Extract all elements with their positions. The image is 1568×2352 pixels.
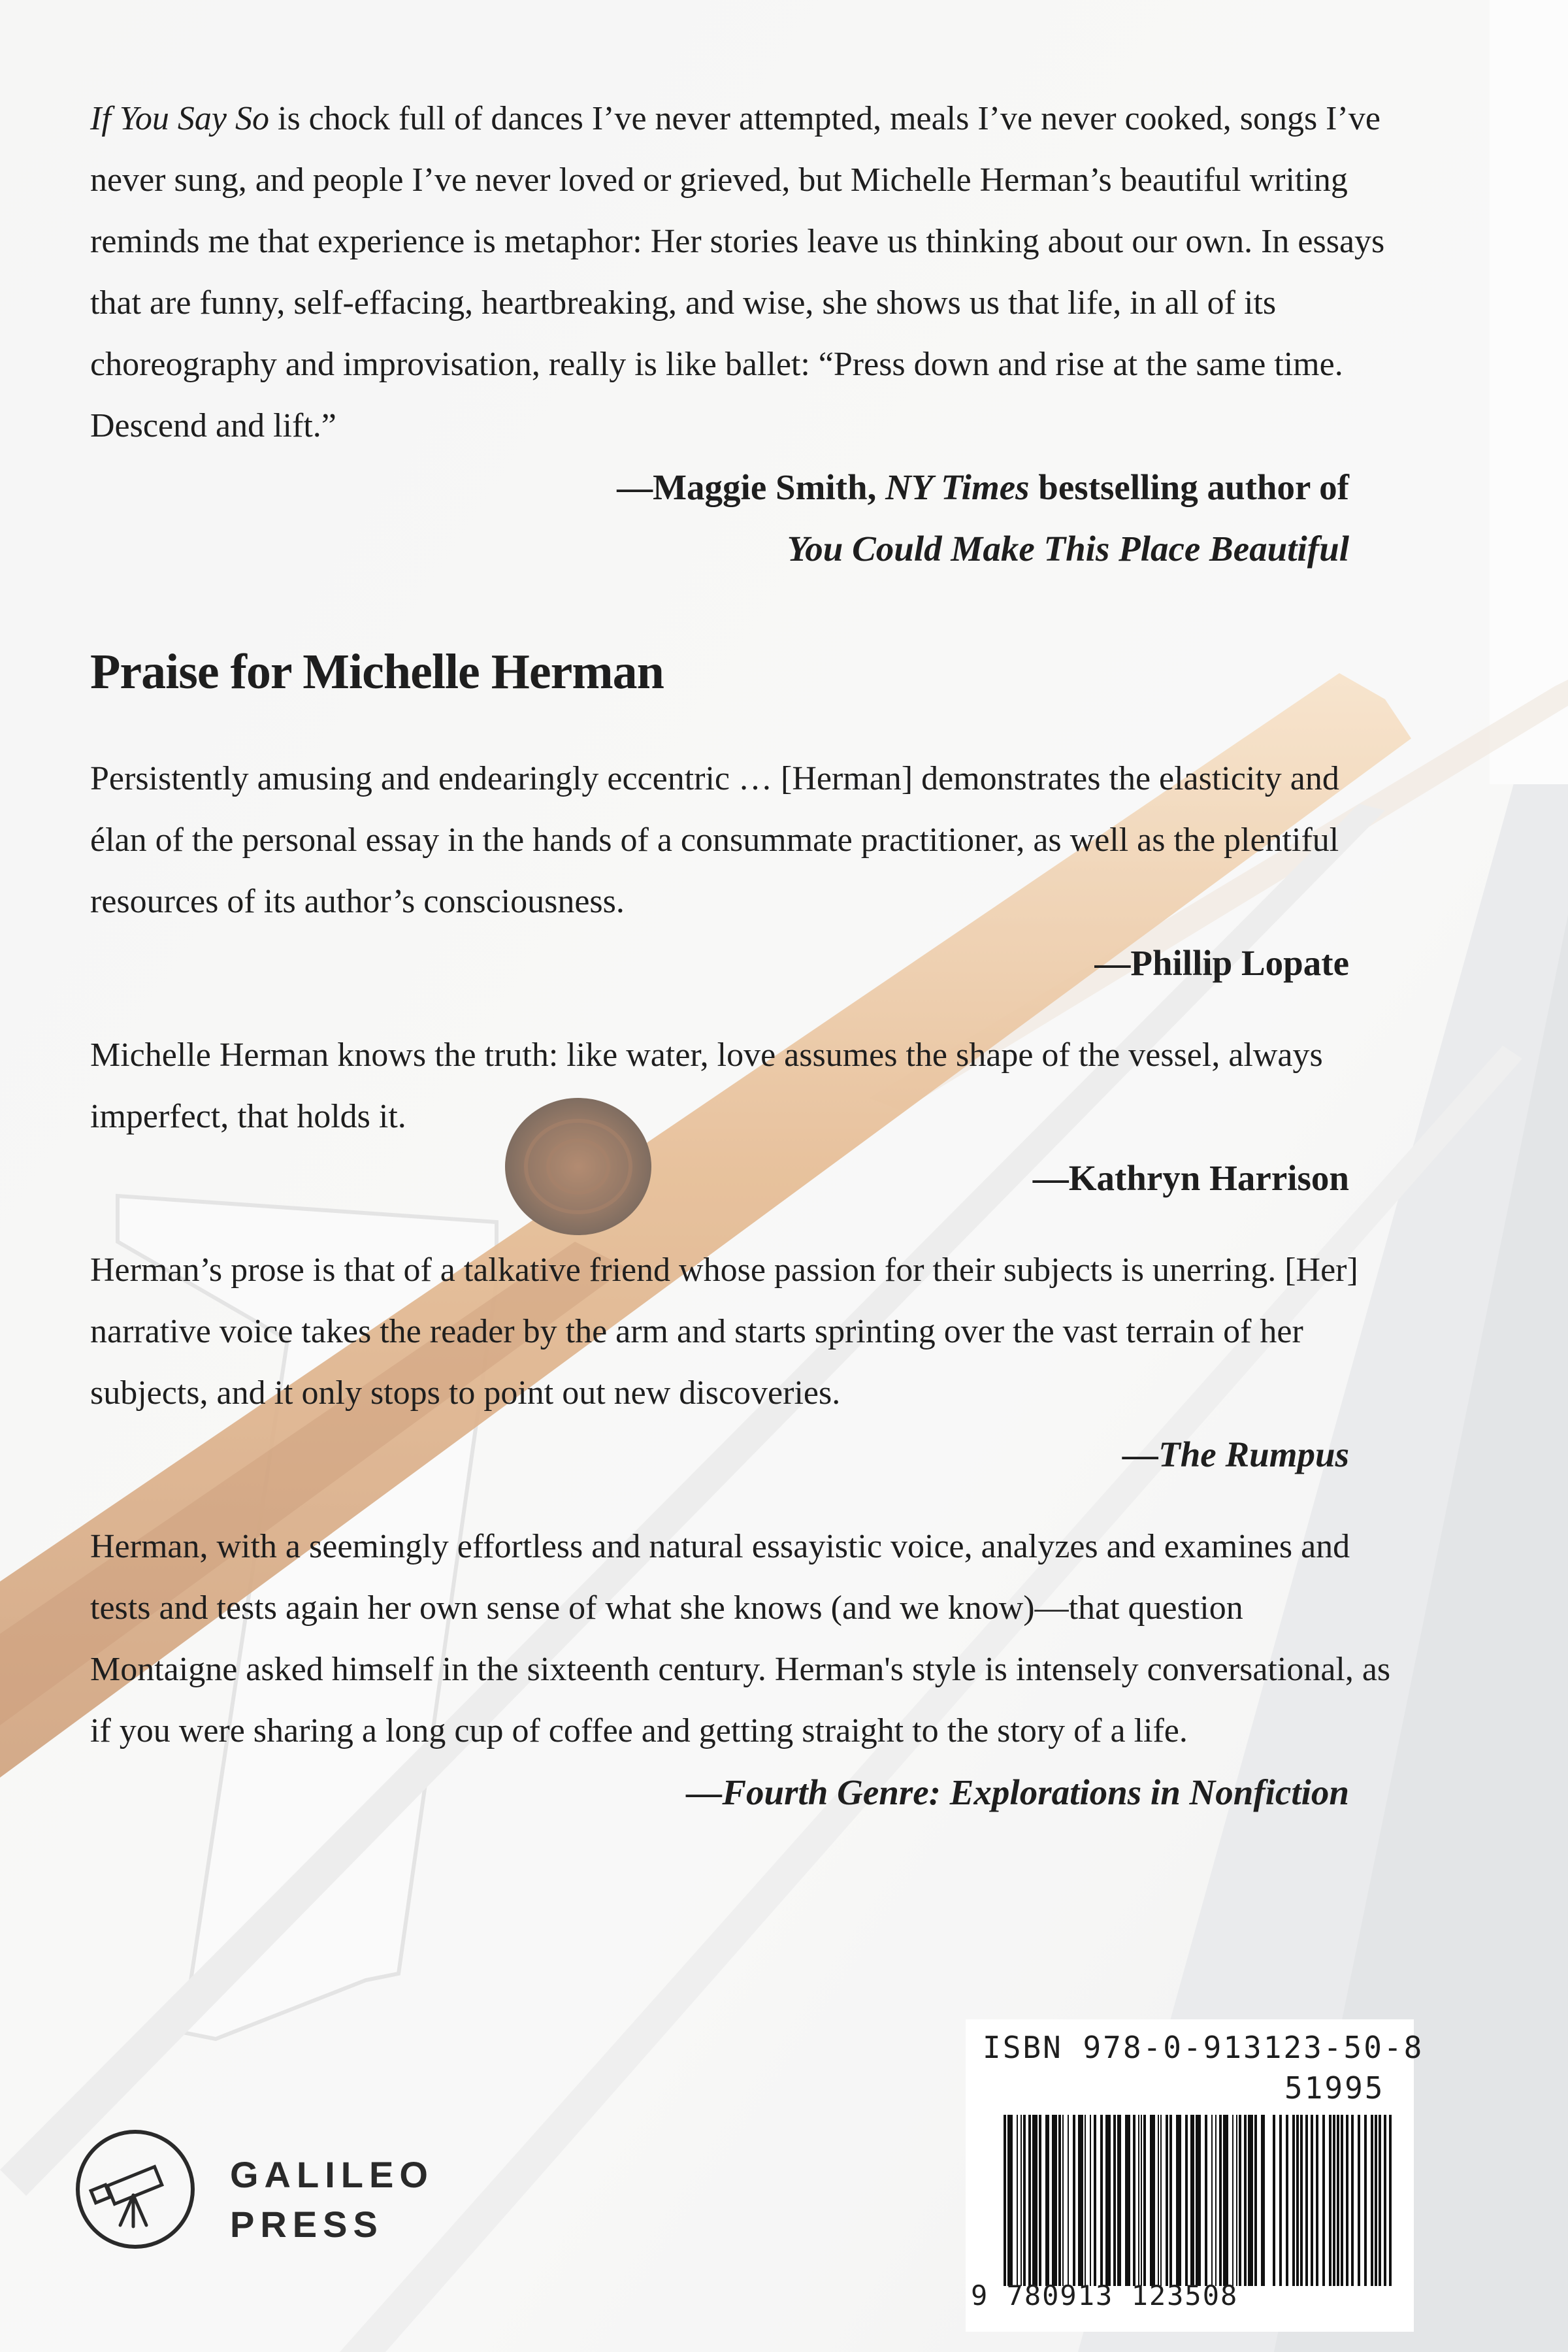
telescope-icon bbox=[73, 2127, 197, 2251]
featured-quote bbox=[90, 88, 1397, 580]
book-title: If You Say So bbox=[90, 100, 269, 137]
quote-fourth-genre bbox=[90, 1516, 1397, 1823]
attribution-book bbox=[90, 518, 1349, 580]
quote-text: Michelle Herman knows the truth: like water, love assumes the shape of the vessel, always imperfect, that holds it. bbox=[90, 1036, 1323, 1135]
quote-lopate bbox=[90, 748, 1397, 994]
ean-digits: 9 780913 123508 bbox=[971, 2279, 1239, 2311]
quote-text: Herman, with a seemingly effortless and natural essayistic voice, analyzes and examines and tests and tests again her own sense of what she knows (and we know)—that question Montaigne asked himself in the sixteenth century. Herman's style is intensely conversational, as if you were sharing a long cup of coffee and getting straight to the story of a life. bbox=[90, 1528, 1391, 1749]
isbn-number: ISBN 978-0-913123-50-8 bbox=[983, 2030, 1424, 2065]
publisher-line-2: PRESS bbox=[230, 2204, 384, 2245]
ean-barcode-bars bbox=[1004, 2115, 1265, 2286]
price-code: 51995 bbox=[1284, 2070, 1385, 2106]
featured-quote-attribution bbox=[90, 457, 1349, 518]
attribution-suffix: bestselling author of bbox=[1029, 467, 1349, 507]
quote-attribution: —The Rumpus bbox=[1122, 1434, 1349, 1474]
isbn-barcode bbox=[966, 2019, 1424, 2332]
quote-attribution: —Phillip Lopate bbox=[1094, 943, 1349, 983]
quote-attribution: —Kathryn Harrison bbox=[1032, 1158, 1349, 1198]
quote-text: Persistently amusing and endearingly eccentric … [Herman] demonstrates the elasticity and élan of the personal essay in the hands of a consummate practitioner, as well as the plentiful resources of its author’s consciousness. bbox=[90, 760, 1339, 920]
attribution-prefix: —Maggie Smith, bbox=[617, 467, 886, 507]
quote-attribution: —Fourth Genre: Explorations in Nonfiction bbox=[686, 1772, 1349, 1812]
publisher-line-1: GALILEO bbox=[230, 2154, 434, 2195]
praise-heading: Praise for Michelle Herman bbox=[90, 644, 664, 699]
featured-quote-body: is chock full of dances I’ve never attempted, meals I’ve never cooked, songs I’ve never sung, and people I’ve never loved or grieved, but Michelle Herman’s beautiful writing reminds me that experience is metaphor: Her stories leave us thinking about our own. In essays that are funny, self-effacing, heartbreaking, and wise, she shows us that life, in all of its choreography and improvisation, really is like ballet: “Press down and rise at the same time. Descend and lift.” bbox=[90, 100, 1385, 444]
attribution-publication: NY Times bbox=[885, 467, 1030, 507]
quote-rumpus bbox=[90, 1240, 1397, 1485]
quote-harrison bbox=[90, 1025, 1397, 1209]
publisher-name bbox=[230, 2150, 434, 2249]
featured-quote-text bbox=[90, 88, 1397, 457]
addon-barcode-bars bbox=[1273, 2115, 1397, 2286]
attribution-book-title: You Could Make This Place Beautiful bbox=[787, 529, 1349, 569]
quote-text: Herman’s prose is that of a talkative friend whose passion for their subjects is unerring. [Her] narrative voice takes the reader by the arm and starts sprinting over the vast terrain of her subjects, and it only stops to point out new discoveries. bbox=[90, 1251, 1358, 1412]
